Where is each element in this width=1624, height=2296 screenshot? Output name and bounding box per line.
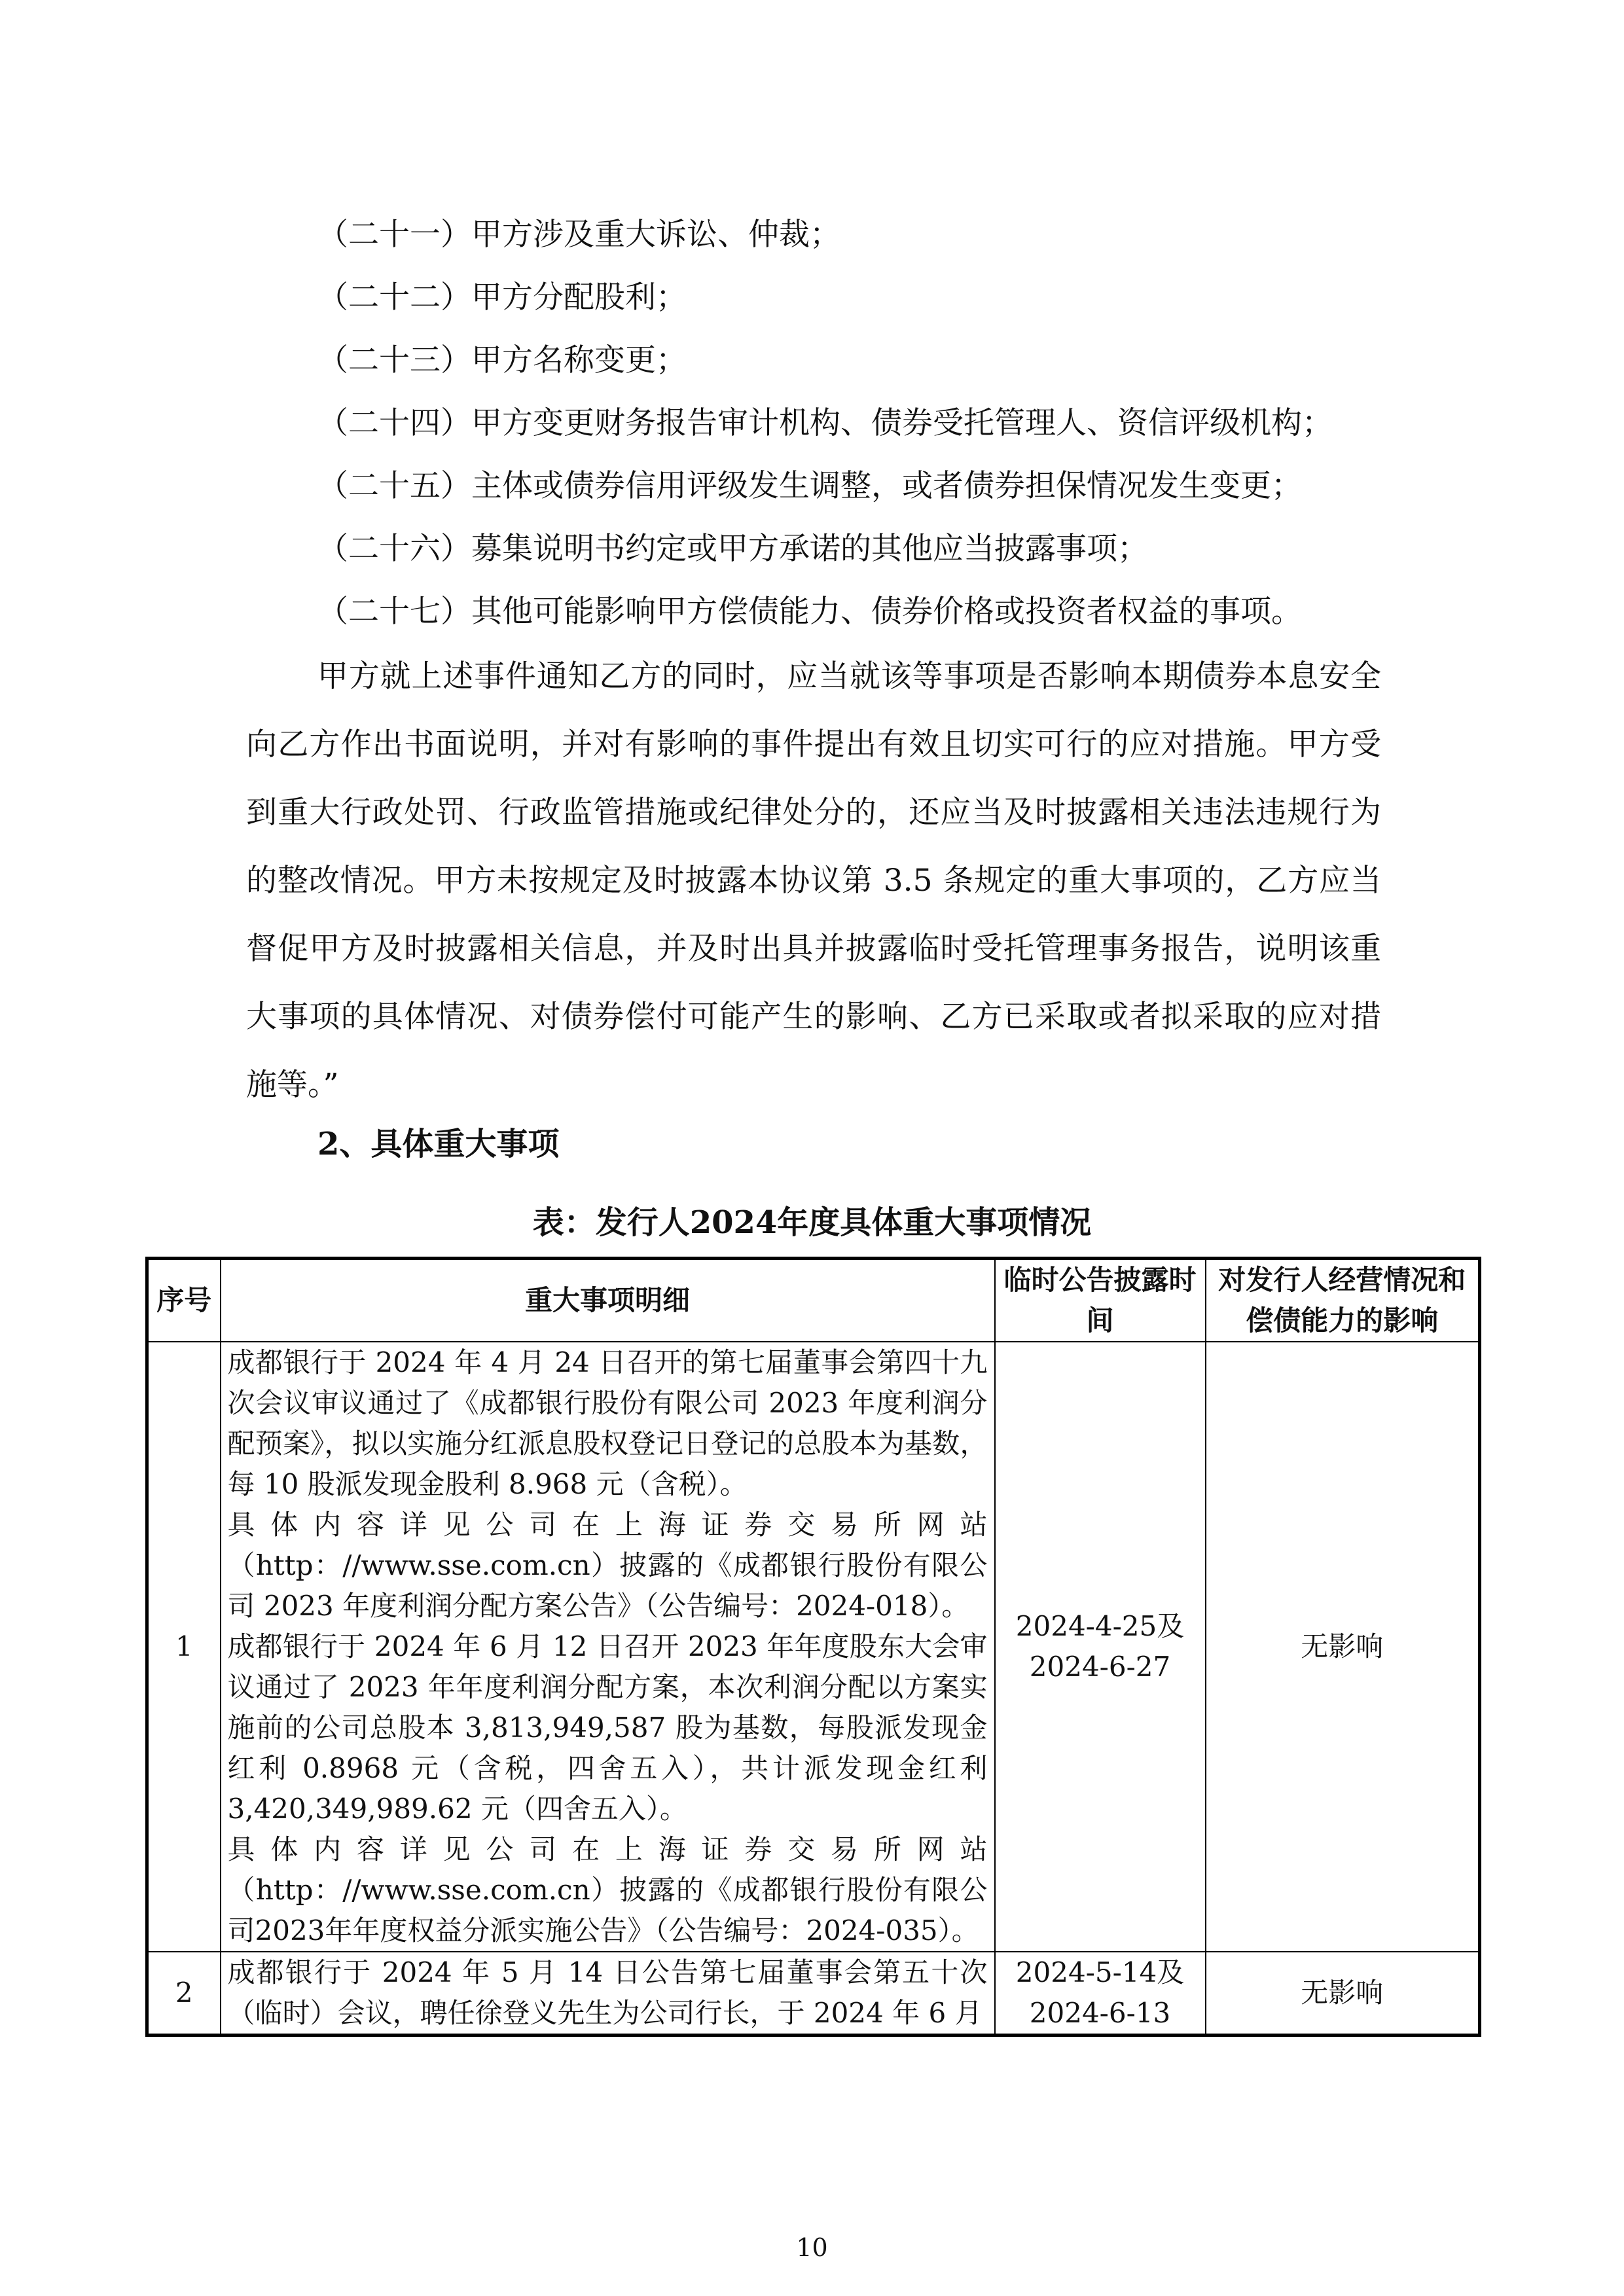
date-line: 2024-5-14及 — [1015, 1956, 1185, 1988]
date-line: 2024-6-13 — [1029, 1997, 1171, 2029]
date-line: 2024-6-27 — [1029, 1651, 1171, 1683]
table-row — [147, 1342, 1480, 1952]
cell-impact: 无影响 — [1206, 1952, 1480, 2036]
table-caption: 表：发行人2024年度具体重大事项情况 — [532, 1204, 1092, 1241]
list-item: （二十二）甲方分配股利； — [317, 279, 687, 315]
events-table — [145, 1257, 1481, 2037]
list-item: （二十五）主体或债券信用评级发生调整，或者债券担保情况发生变更； — [317, 468, 1302, 504]
section-heading: 2、具体重大事项 — [317, 1126, 560, 1162]
detail-paragraph: 成都银行于 2024 年 4 月 24 日召开的第七届董事会第四十九次会议审议通过了《成都银行股份有限公司 2023 年度利润分配预案》，拟以实施分红派息股权登记日登记的总股本为基数，每 10 股派发现金股利 8.968 元（含税）。 — [227, 1346, 988, 1500]
list-item: （二十六）募集说明书约定或甲方承诺的其他应当披露事项； — [317, 531, 1148, 567]
list-item: （二十四）甲方变更财务报告审计机构、债券受托管理人、资信评级机构； — [317, 405, 1333, 441]
header-no: 序号 — [147, 1259, 221, 1342]
page-number: 10 — [796, 2233, 828, 2262]
cell-impact: 无影响 — [1206, 1342, 1480, 1952]
cell-date — [995, 1342, 1206, 1952]
cell-no: 1 — [147, 1342, 221, 1952]
detail-paragraph: 具体内容详见公司在上海证券交易所网站（http：//www.sse.com.cn）披露的《成都银行股份有限公司 2023 年度利润分配方案公告》（公告编号：2024-018）。 — [227, 1509, 988, 1622]
header-date: 临时公告披露时间 — [995, 1259, 1206, 1342]
cell-detail — [221, 1342, 995, 1952]
detail-paragraph: 成都银行于 2024 年 6 月 12 日召开 2023 年年度股东大会审议通过了 2023 年年度利润分配方案，本次利润分配以方案实施前的公司总股本 3,813,949,587 股为基数，每股派发现金红利 0.8968 元（含税，四舍五入），共计派发现金红利 3,420,349,989.62 元（四舍五入）。 — [227, 1630, 988, 1825]
list-item: （二十三）甲方名称变更； — [317, 342, 687, 378]
detail-paragraph: 具体内容详见公司在上海证券交易所网站（http：//www.sse.com.cn）披露的《成都银行股份有限公司2023年年度权益分派实施公告》（公告编号：2024-035）。 — [227, 1833, 988, 1946]
list-item: （二十一）甲方涉及重大诉讼、仲裁； — [317, 217, 840, 253]
body-paragraph: 甲方就上述事件通知乙方的同时，应当就该等事项是否影响本期债券本息安全向乙方作出书面说明，并对有影响的事件提出有效且切实可行的应对措施。甲方受到重大行政处罚、行政监管措施或纪律处分的，还应当及时披露相关违法违规行为的整改情况。甲方未按规定及时披露本协议第 3.5 条规定的重大事项的，乙方应当督促甲方及时披露相关信息，并及时出具并披露临时受托管理事务报告，说明该重大事项的具体情况、对债券偿付可能产生的影响、乙方已采取或者拟采取的应对措施等。” — [246, 658, 1381, 1103]
date-line: 2024-4-25及 — [1015, 1610, 1185, 1642]
cell-detail: 成都银行于 2024 年 5 月 14 日公告第七届董事会第五十次（临时）会议，聘任徐登义先生为公司行长，于 2024 年 6 月 — [221, 1952, 995, 2036]
header-detail: 重大事项明细 — [221, 1259, 995, 1342]
cell-date — [995, 1952, 1206, 2036]
header-impact: 对发行人经营情况和偿债能力的影响 — [1206, 1259, 1480, 1342]
cell-no: 2 — [147, 1952, 221, 2036]
list-item: （二十七）其他可能影响甲方偿债能力、债券价格或投资者权益的事项。 — [317, 594, 1302, 630]
table-header-row — [147, 1259, 1480, 1342]
table-row — [147, 1952, 1480, 2036]
